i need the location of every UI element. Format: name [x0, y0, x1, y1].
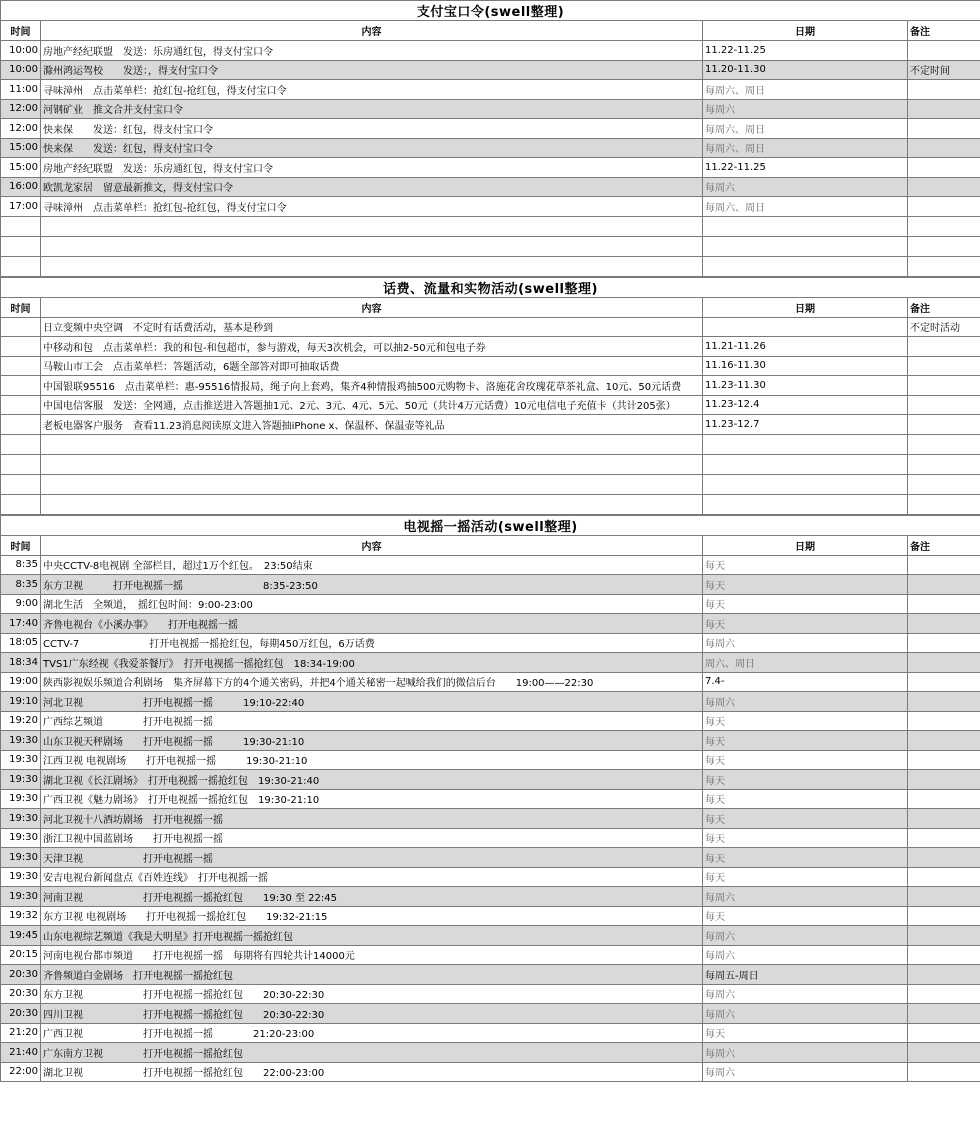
cell-time[interactable]: 19:45: [1, 926, 41, 946]
table-row[interactable]: [1, 1023, 980, 1043]
empty-cell[interactable]: [703, 494, 908, 514]
empty-cell[interactable]: [41, 236, 703, 256]
cell-time[interactable]: 19:00: [1, 672, 41, 692]
cell-date[interactable]: 每周六: [703, 1004, 908, 1024]
table-row[interactable]: [1, 415, 980, 435]
header-note: 备注: [908, 535, 980, 555]
cell-date[interactable]: 每天: [703, 828, 908, 848]
cell-date[interactable]: 11.23-11.30: [703, 376, 908, 396]
table-row[interactable]: [1, 197, 980, 217]
cell-date[interactable]: 每天: [703, 848, 908, 868]
cell-time[interactable]: 15:00: [1, 158, 41, 178]
cell-date[interactable]: 每天: [703, 1023, 908, 1043]
empty-cell[interactable]: [908, 256, 980, 276]
empty-row[interactable]: [1, 256, 980, 276]
cell-date[interactable]: 每天: [703, 789, 908, 809]
cell-date[interactable]: 每周六、周日: [703, 119, 908, 139]
cell-time[interactable]: 18:05: [1, 633, 41, 653]
cell-note[interactable]: [908, 1004, 980, 1024]
cell-note[interactable]: [908, 965, 980, 985]
cell-content[interactable]: 齐鲁频道白金剧场 打开电视摇一摇抢红包: [41, 965, 703, 985]
cell-date[interactable]: 每周六: [703, 692, 908, 712]
empty-cell[interactable]: [703, 256, 908, 276]
cell-date[interactable]: 11.16-11.30: [703, 356, 908, 376]
cell-date[interactable]: 11.22-11.25: [703, 158, 908, 178]
header-date: 日期: [703, 535, 908, 555]
cell-time[interactable]: 19:30: [1, 848, 41, 868]
empty-cell[interactable]: [1, 236, 41, 256]
table-row[interactable]: [1, 887, 980, 907]
cell-time[interactable]: 17:40: [1, 614, 41, 634]
cell-note[interactable]: 不定时间: [908, 60, 980, 80]
table-row[interactable]: [1, 119, 980, 139]
cell-note[interactable]: [908, 1062, 980, 1082]
header-content: 内容: [41, 535, 703, 555]
cell-date[interactable]: 11.23-12.7: [703, 415, 908, 435]
cell-note[interactable]: [908, 119, 980, 139]
cell-time[interactable]: 8:35: [1, 555, 41, 575]
cell-date[interactable]: 每天: [703, 594, 908, 614]
table-row[interactable]: [1, 848, 980, 868]
empty-cell[interactable]: [41, 216, 703, 236]
cell-note[interactable]: [908, 80, 980, 100]
cell-note[interactable]: 不定时活动: [908, 317, 980, 337]
cell-content[interactable]: 中移动和包 点击菜单栏：我的和包-和包超市，参与游戏，每天3次机会，可以抽2-50元和包电子券: [41, 337, 703, 357]
empty-row[interactable]: [1, 236, 980, 256]
empty-cell[interactable]: [1, 494, 41, 514]
table-row[interactable]: [1, 809, 980, 829]
section-table: [0, 0, 980, 277]
cell-content[interactable]: 广西卫视 打开电视摇一摇 21:20-23:00: [41, 1023, 703, 1043]
empty-cell[interactable]: [1, 454, 41, 474]
empty-cell[interactable]: [703, 236, 908, 256]
cell-note[interactable]: [908, 926, 980, 946]
cell-time[interactable]: 19:20: [1, 711, 41, 731]
empty-cell[interactable]: [908, 494, 980, 514]
cell-date[interactable]: 每周六: [703, 887, 908, 907]
empty-cell[interactable]: [41, 434, 703, 454]
cell-date[interactable]: 每周六: [703, 99, 908, 119]
table-row[interactable]: [1, 770, 980, 790]
cell-time[interactable]: 19:30: [1, 770, 41, 790]
cell-note[interactable]: [908, 672, 980, 692]
cell-content[interactable]: 河南电视台都市频道 打开电视摇一摇 每期将有四轮共计14000元: [41, 945, 703, 965]
table-row[interactable]: [1, 99, 980, 119]
cell-date[interactable]: 周六、周日: [703, 653, 908, 673]
cell-content[interactable]: 河北卫视 打开电视摇一摇 19:10-22:40: [41, 692, 703, 712]
cell-note[interactable]: [908, 614, 980, 634]
cell-time[interactable]: 18:34: [1, 653, 41, 673]
cell-content[interactable]: 房地产经纪联盟 发送：乐房通红包，得支付宝口令: [41, 158, 703, 178]
cell-note[interactable]: [908, 41, 980, 61]
cell-date[interactable]: 11.20-11.30: [703, 60, 908, 80]
table-row[interactable]: [1, 984, 980, 1004]
empty-cell[interactable]: [908, 474, 980, 494]
cell-note[interactable]: [908, 575, 980, 595]
cell-content[interactable]: 湖北生活 全频道， 摇红包时间：9:00-23:00: [41, 594, 703, 614]
table-row[interactable]: [1, 376, 980, 396]
cell-note[interactable]: [908, 887, 980, 907]
cell-content[interactable]: 天津卫视 打开电视摇一摇: [41, 848, 703, 868]
cell-note[interactable]: [908, 177, 980, 197]
cell-time[interactable]: 8:35: [1, 575, 41, 595]
cell-note[interactable]: [908, 376, 980, 396]
cell-content[interactable]: 日立变频中央空调 不定时有话费活动，基本是秒到: [41, 317, 703, 337]
table-row[interactable]: [1, 317, 980, 337]
table-row[interactable]: [1, 945, 980, 965]
cell-content[interactable]: 山东卫视天秤剧场 打开电视摇一摇 19:30-21:10: [41, 731, 703, 751]
cell-note[interactable]: [908, 337, 980, 357]
cell-time[interactable]: 11:00: [1, 80, 41, 100]
cell-content[interactable]: 欧凯龙家居 留意最新推文，得支付宝口令: [41, 177, 703, 197]
cell-note[interactable]: [908, 1023, 980, 1043]
cell-note[interactable]: [908, 633, 980, 653]
cell-note[interactable]: [908, 770, 980, 790]
cell-time[interactable]: 20:30: [1, 984, 41, 1004]
empty-cell[interactable]: [41, 454, 703, 474]
cell-time[interactable]: 12:00: [1, 119, 41, 139]
cell-date[interactable]: 11.21-11.26: [703, 337, 908, 357]
empty-row[interactable]: [1, 434, 980, 454]
cell-content[interactable]: 东方卫视 电视剧场 打开电视摇一摇抢红包 19:32-21:15: [41, 906, 703, 926]
cell-content[interactable]: 老板电器客户服务 查看11.23消息阅读原文进入答题抽iPhone x、保温杯、保温壶等礼品: [41, 415, 703, 435]
cell-note[interactable]: [908, 828, 980, 848]
cell-time[interactable]: 20:15: [1, 945, 41, 965]
cell-content[interactable]: 快来保 发送：红包，得支付宝口令: [41, 138, 703, 158]
table-row[interactable]: [1, 653, 980, 673]
cell-content[interactable]: 房地产经纪联盟 发送：乐房通红包，得支付宝口令: [41, 41, 703, 61]
cell-note[interactable]: [908, 848, 980, 868]
table-row[interactable]: [1, 356, 980, 376]
table-row[interactable]: [1, 828, 980, 848]
table-row[interactable]: [1, 594, 980, 614]
empty-cell[interactable]: [703, 434, 908, 454]
cell-note[interactable]: [908, 653, 980, 673]
cell-content[interactable]: 广东南方卫视 打开电视摇一摇抢红包: [41, 1043, 703, 1063]
cell-date[interactable]: 每天: [703, 575, 908, 595]
cell-content[interactable]: 河南卫视 打开电视摇一摇抢红包 19:30 至 22:45: [41, 887, 703, 907]
cell-note[interactable]: [908, 945, 980, 965]
table-row[interactable]: [1, 731, 980, 751]
cell-note[interactable]: [908, 906, 980, 926]
cell-time[interactable]: [1, 395, 41, 415]
cell-time[interactable]: 19:30: [1, 731, 41, 751]
table-row[interactable]: [1, 926, 980, 946]
cell-time[interactable]: 19:30: [1, 828, 41, 848]
header-time: 时间: [1, 297, 41, 317]
cell-time[interactable]: 19:30: [1, 789, 41, 809]
table-row[interactable]: [1, 80, 980, 100]
table-row[interactable]: [1, 555, 980, 575]
cell-date[interactable]: 每周六: [703, 1062, 908, 1082]
cell-note[interactable]: [908, 555, 980, 575]
table-row[interactable]: [1, 867, 980, 887]
cell-note[interactable]: [908, 415, 980, 435]
empty-cell[interactable]: [41, 256, 703, 276]
cell-note[interactable]: [908, 731, 980, 751]
cell-date[interactable]: 每周六、周日: [703, 80, 908, 100]
cell-date[interactable]: 每周五-周日: [703, 965, 908, 985]
cell-time[interactable]: 16:00: [1, 177, 41, 197]
empty-cell[interactable]: [41, 474, 703, 494]
table-row[interactable]: [1, 337, 980, 357]
cell-date[interactable]: 每天: [703, 750, 908, 770]
empty-cell[interactable]: [908, 434, 980, 454]
header-content: 内容: [41, 21, 703, 41]
cell-content[interactable]: 湖北卫视《长江剧场》 打开电视摇一摇抢红包 19:30-21:40: [41, 770, 703, 790]
section-title: 话费、流量和实物活动(swell整理): [1, 277, 980, 297]
table-row[interactable]: [1, 1004, 980, 1024]
cell-time[interactable]: 20:30: [1, 1004, 41, 1024]
table-row[interactable]: [1, 177, 980, 197]
cell-content[interactable]: 广西综艺频道 打开电视摇一摇: [41, 711, 703, 731]
table-row[interactable]: [1, 789, 980, 809]
table-row[interactable]: [1, 60, 980, 80]
cell-time[interactable]: 20:30: [1, 965, 41, 985]
table-row[interactable]: [1, 633, 980, 653]
empty-cell[interactable]: [1, 434, 41, 454]
cell-content[interactable]: 河北卫视十八酒坊剧场 打开电视摇一摇: [41, 809, 703, 829]
cell-note[interactable]: [908, 984, 980, 1004]
cell-date[interactable]: 每周六、周日: [703, 138, 908, 158]
cell-content[interactable]: 快来保 发送：红包，得支付宝口令: [41, 119, 703, 139]
empty-cell[interactable]: [908, 236, 980, 256]
cell-note[interactable]: [908, 867, 980, 887]
cell-date[interactable]: 每周六、周日: [703, 197, 908, 217]
table-row[interactable]: [1, 1062, 980, 1082]
cell-note[interactable]: [908, 99, 980, 119]
empty-cell[interactable]: [908, 216, 980, 236]
cell-time[interactable]: 17:00: [1, 197, 41, 217]
cell-content[interactable]: 浙江卫视中国蓝剧场 打开电视摇一摇: [41, 828, 703, 848]
cell-date[interactable]: 每周六: [703, 984, 908, 1004]
cell-content[interactable]: 东方卫视 打开电视摇一摇抢红包 20:30-22:30: [41, 984, 703, 1004]
empty-cell[interactable]: [908, 454, 980, 474]
cell-date[interactable]: 每天: [703, 711, 908, 731]
cell-time[interactable]: 21:20: [1, 1023, 41, 1043]
cell-date[interactable]: 每天: [703, 906, 908, 926]
cell-time[interactable]: [1, 337, 41, 357]
cell-date[interactable]: 每天: [703, 555, 908, 575]
cell-content[interactable]: 江西卫视 电视剧场 打开电视摇一摇 19:30-21:10: [41, 750, 703, 770]
empty-cell[interactable]: [41, 494, 703, 514]
cell-content[interactable]: 山东电视综艺频道《我是大明星》打开电视摇一摇抢红包: [41, 926, 703, 946]
cell-time[interactable]: 19:30: [1, 750, 41, 770]
cell-content[interactable]: 安吉电视台新闻盘点《百姓连线》 打开电视摇一摇: [41, 867, 703, 887]
cell-date[interactable]: 每天: [703, 731, 908, 751]
header-content: 内容: [41, 297, 703, 317]
cell-time[interactable]: [1, 415, 41, 435]
empty-cell[interactable]: [703, 216, 908, 236]
table-row[interactable]: [1, 692, 980, 712]
cell-content[interactable]: 滁州鸿运驾校 发送：，得支付宝口令: [41, 60, 703, 80]
cell-time[interactable]: [1, 356, 41, 376]
cell-content[interactable]: CCTV-7 打开电视摇一摇抢红包，每期450万红包，6万话费: [41, 633, 703, 653]
empty-cell[interactable]: [1, 474, 41, 494]
cell-date[interactable]: 每天: [703, 809, 908, 829]
table-row[interactable]: [1, 575, 980, 595]
cell-date[interactable]: 11.22-11.25: [703, 41, 908, 61]
header-time: 时间: [1, 21, 41, 41]
cell-date[interactable]: 每天: [703, 614, 908, 634]
empty-row[interactable]: [1, 494, 980, 514]
cell-content[interactable]: 中国银联95516 点击菜单栏：惠-95516情报局，绳子向上套鸡，集齐4种情报鸡抽500元购物卡、洛施花舍玫瑰花草茶礼盒、10元、50元话费: [41, 376, 703, 396]
cell-content[interactable]: 中国电信客服 发送：全网通，点击推送进入答题抽1元、2元、3元、4元、5元、50元（共计4万元话费）10元电信电子充值卡（共计205张）: [41, 395, 703, 415]
cell-date[interactable]: 每周六: [703, 926, 908, 946]
cell-note[interactable]: [908, 158, 980, 178]
cell-time[interactable]: 19:30: [1, 867, 41, 887]
table-row[interactable]: [1, 158, 980, 178]
section-table: [0, 277, 980, 515]
cell-time[interactable]: 15:00: [1, 138, 41, 158]
cell-note[interactable]: [908, 711, 980, 731]
cell-content[interactable]: 齐鲁电视台《小溪办事》 打开电视摇一摇: [41, 614, 703, 634]
empty-cell[interactable]: [703, 474, 908, 494]
cell-date[interactable]: 每周六: [703, 633, 908, 653]
cell-note[interactable]: [908, 692, 980, 712]
cell-time[interactable]: 9:00: [1, 594, 41, 614]
cell-note[interactable]: [908, 809, 980, 829]
header-date: 日期: [703, 21, 908, 41]
cell-time[interactable]: 21:40: [1, 1043, 41, 1063]
cell-note[interactable]: [908, 594, 980, 614]
cell-content[interactable]: 马鞍山市工会 点击菜单栏：答题活动，6题全部答对即可抽取话费: [41, 356, 703, 376]
cell-content[interactable]: 湖北卫视 打开电视摇一摇抢红包 22:00-23:00: [41, 1062, 703, 1082]
cell-date[interactable]: [703, 317, 908, 337]
table-row[interactable]: [1, 395, 980, 415]
cell-time[interactable]: 22:00: [1, 1062, 41, 1082]
cell-note[interactable]: [908, 395, 980, 415]
section-title: 支付宝口令(swell整理): [1, 1, 980, 21]
cell-time[interactable]: [1, 317, 41, 337]
empty-cell[interactable]: [1, 256, 41, 276]
cell-date[interactable]: 11.23-12.4: [703, 395, 908, 415]
table-row[interactable]: [1, 750, 980, 770]
header-note: 备注: [908, 21, 980, 41]
cell-content[interactable]: 广西卫视《魅力剧场》 打开电视摇一摇抢红包 19:30-21:10: [41, 789, 703, 809]
empty-row[interactable]: [1, 454, 980, 474]
cell-note[interactable]: [908, 356, 980, 376]
cell-content[interactable]: 寻味漳州 点击菜单栏：抢红包-抢红包，得支付宝口令: [41, 80, 703, 100]
cell-content[interactable]: 河钢矿业 推文合并支付宝口令: [41, 99, 703, 119]
cell-time[interactable]: 12:00: [1, 99, 41, 119]
cell-date[interactable]: 每天: [703, 770, 908, 790]
cell-content[interactable]: 四川卫视 打开电视摇一摇抢红包 20:30-22:30: [41, 1004, 703, 1024]
cell-note[interactable]: [908, 789, 980, 809]
cell-time[interactable]: 10:00: [1, 60, 41, 80]
header-note: 备注: [908, 297, 980, 317]
cell-date[interactable]: 每周六: [703, 177, 908, 197]
cell-date[interactable]: 每周六: [703, 1043, 908, 1063]
empty-row[interactable]: [1, 474, 980, 494]
cell-note[interactable]: [908, 197, 980, 217]
table-row[interactable]: [1, 1043, 980, 1063]
header-time: 时间: [1, 535, 41, 555]
cell-content[interactable]: TVS1广东经视《我爱茶餐厅》 打开电视摇一摇抢红包 18:34-19:00: [41, 653, 703, 673]
cell-time[interactable]: [1, 376, 41, 396]
cell-time[interactable]: 19:30: [1, 809, 41, 829]
cell-content[interactable]: 寻味漳州 点击菜单栏：抢红包-抢红包，得支付宝口令: [41, 197, 703, 217]
cell-content[interactable]: 中央CCTV-8电视剧 全部栏目，超过1万个红包。 23:50结束: [41, 555, 703, 575]
empty-cell[interactable]: [703, 454, 908, 474]
table-row[interactable]: [1, 614, 980, 634]
section-title: 电视摇一摇活动(swell整理): [1, 515, 980, 535]
table-row[interactable]: [1, 672, 980, 692]
cell-time[interactable]: 10:00: [1, 41, 41, 61]
cell-content[interactable]: 东方卫视 打开电视摇一摇 8:35-23:50: [41, 575, 703, 595]
empty-row[interactable]: [1, 216, 980, 236]
cell-date[interactable]: 每周六: [703, 945, 908, 965]
cell-note[interactable]: [908, 138, 980, 158]
cell-content[interactable]: 陕西影视娱乐频道合利剧场 集齐屏幕下方的4个通关密码，并把4个通关秘密一起喊给我们的微信后台 19:00——22:30: [41, 672, 703, 692]
cell-date[interactable]: 7.4-: [703, 672, 908, 692]
empty-cell[interactable]: [1, 216, 41, 236]
cell-date[interactable]: 每天: [703, 867, 908, 887]
cell-time[interactable]: 19:10: [1, 692, 41, 712]
cell-time[interactable]: 19:32: [1, 906, 41, 926]
table-row[interactable]: [1, 965, 980, 985]
table-row[interactable]: [1, 138, 980, 158]
cell-note[interactable]: [908, 750, 980, 770]
cell-time[interactable]: 19:30: [1, 887, 41, 907]
table-row[interactable]: [1, 41, 980, 61]
section-table: [0, 515, 980, 1083]
table-row[interactable]: [1, 906, 980, 926]
header-date: 日期: [703, 297, 908, 317]
cell-note[interactable]: [908, 1043, 980, 1063]
table-row[interactable]: [1, 711, 980, 731]
